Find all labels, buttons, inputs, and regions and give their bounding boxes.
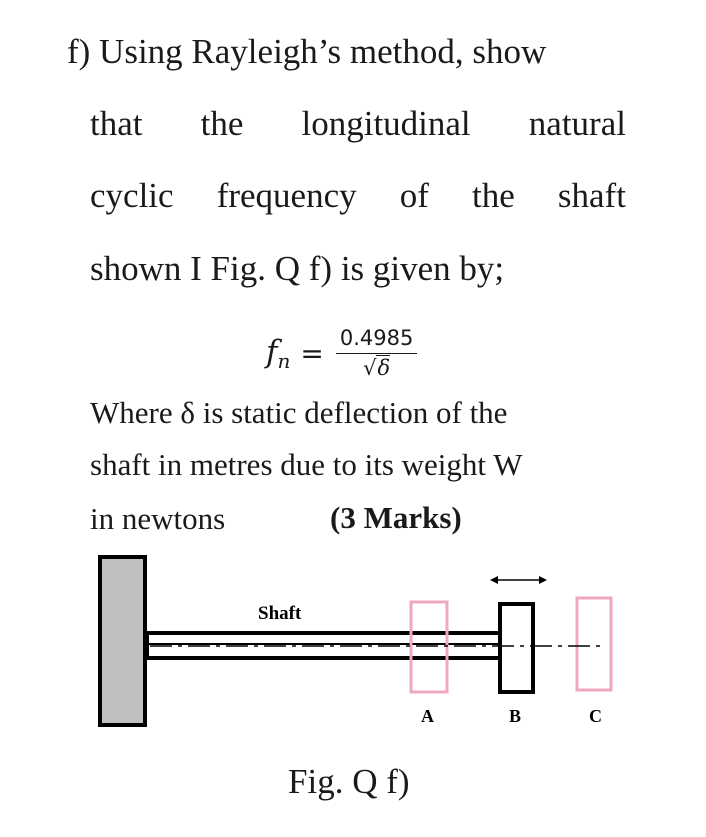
question-line-2	[90, 104, 626, 144]
word: cyclic	[90, 176, 174, 215]
arrow-head-left-icon	[490, 576, 498, 584]
question-line-3	[90, 176, 626, 216]
word: the	[472, 176, 515, 215]
word: that	[90, 104, 143, 143]
word: frequency	[216, 176, 357, 215]
fixed-wall	[100, 557, 145, 725]
where-line-3: in newtons	[90, 501, 226, 536]
frequency-formula	[266, 318, 417, 388]
formula-denominator	[363, 354, 390, 380]
word: natural	[528, 104, 626, 143]
formula-lhs: $f_n$	[266, 333, 291, 373]
formula-numerator: 0.4985	[336, 326, 417, 354]
formula-equals: =	[300, 336, 324, 370]
question-line-4: shown I Fig. Q f) is given by;	[90, 249, 505, 288]
sqrt-icon: √	[363, 356, 377, 380]
ghost-disc-c	[577, 598, 611, 690]
shaft-label: Shaft	[258, 603, 302, 624]
label-c: C	[589, 706, 602, 726]
arrow-head-right-icon	[539, 576, 547, 584]
word: longitudinal	[301, 104, 471, 143]
word: the	[200, 104, 244, 143]
where-line-1: Where δ is static deflection of the	[90, 395, 508, 430]
word: of	[399, 176, 429, 215]
formula-lhs-subscript: n	[277, 348, 291, 373]
disc-b	[500, 604, 533, 692]
where-line-2: shaft in metres due to its weight W	[90, 447, 523, 482]
question-line-1: f) Using Rayleigh’s method, show	[67, 32, 547, 71]
formula-fraction	[336, 326, 417, 380]
label-a: A	[421, 706, 434, 726]
figure-caption: Fig. Q f)	[288, 762, 410, 801]
word: shaft	[557, 176, 626, 215]
marks-label: (3 Marks)	[330, 500, 462, 535]
shaft-figure	[0, 540, 706, 740]
formula-delta: δ	[377, 356, 391, 380]
label-b: B	[509, 706, 522, 726]
